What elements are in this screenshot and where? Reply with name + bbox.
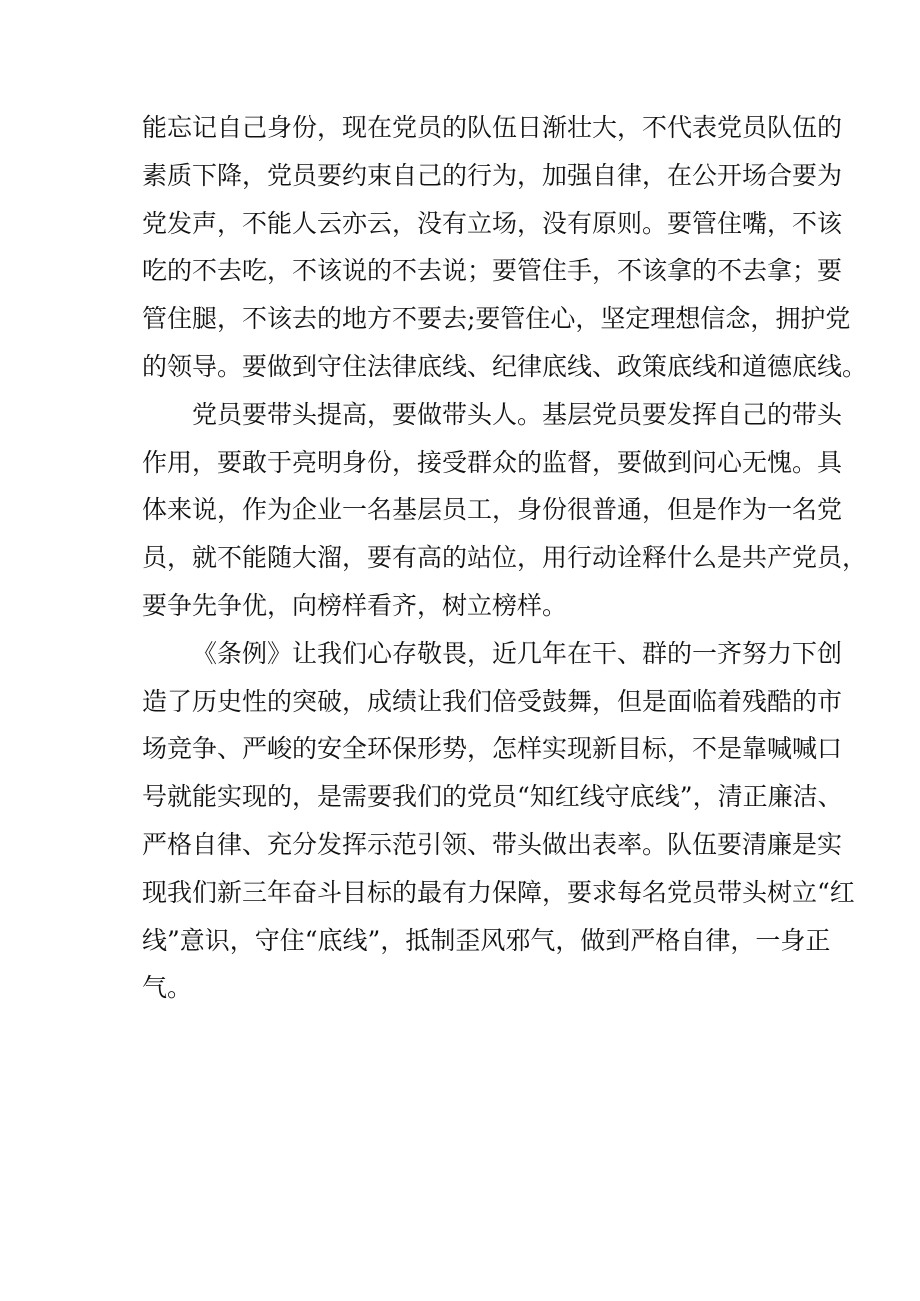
text-line: 号就能实现的，是需要我们的党员“知红线守底线”，清正廉洁、 [142, 782, 843, 812]
document-text-block [142, 104, 868, 1012]
text-line: 场竞争、严峻的安全环保形势，怎样实现新目标，不是靠喊喊口 [142, 734, 843, 764]
text-line: 现我们新三年奋斗目标的最有力保障，要求每名党员带头树立“红 [142, 877, 855, 907]
text-line: 素质下降，党员要约束自己的行为，加强自律，在公开场合要为 [142, 160, 843, 190]
text-line: 吃的不去吃，不该说的不去说；要管住手，不该拿的不去拿；要 [142, 256, 843, 286]
text-line: 要争先争优，向榜样看齐，树立榜样。 [142, 590, 568, 620]
text-line: 党发声，不能人云亦云，没有立场，没有原则。要管住嘴，不该 [142, 208, 843, 238]
text-line: 体来说，作为企业一名基层员工，身份很普通，但是作为一名党 [142, 495, 843, 525]
text-line: 作用，要敢于亮明身份，接受群众的监督，要做到问心无愧。具 [142, 447, 843, 477]
text-line: 严格自律、充分发挥示范引领、带头做出表率。队伍要清廉是实 [142, 829, 843, 859]
text-line: 造了历史性的突破，成绩让我们倍受鼓舞，但是面临着残酷的市 [142, 686, 843, 716]
text-line: 员，就不能随大溜，要有高的站位，用行动诠释什么是共产党员， [142, 543, 868, 573]
text-line: 的领导。要做到守住法律底线、纪律底线、政策底线和道德底线。 [142, 351, 868, 381]
paragraph-first-line: 《条例》让我们心存敬畏，近几年在干、群的一齐努力下创 [192, 638, 843, 668]
text-line: 线”意识，守住“底线”，抵制歪风邪气，做到严格自律，一身正 [142, 925, 831, 955]
paragraph-first-line: 党员要带头提高，要做带头人。基层党员要发挥自己的带头 [192, 399, 843, 429]
text-line: 管住腿，不该去的地方不要去;要管住心，坚定理想信念，拥护党 [142, 304, 851, 334]
text-line: 气。 [142, 973, 193, 1003]
text-line: 能忘记自己身份，现在党员的队伍日渐壮大，不代表党员队伍的 [142, 113, 843, 142]
